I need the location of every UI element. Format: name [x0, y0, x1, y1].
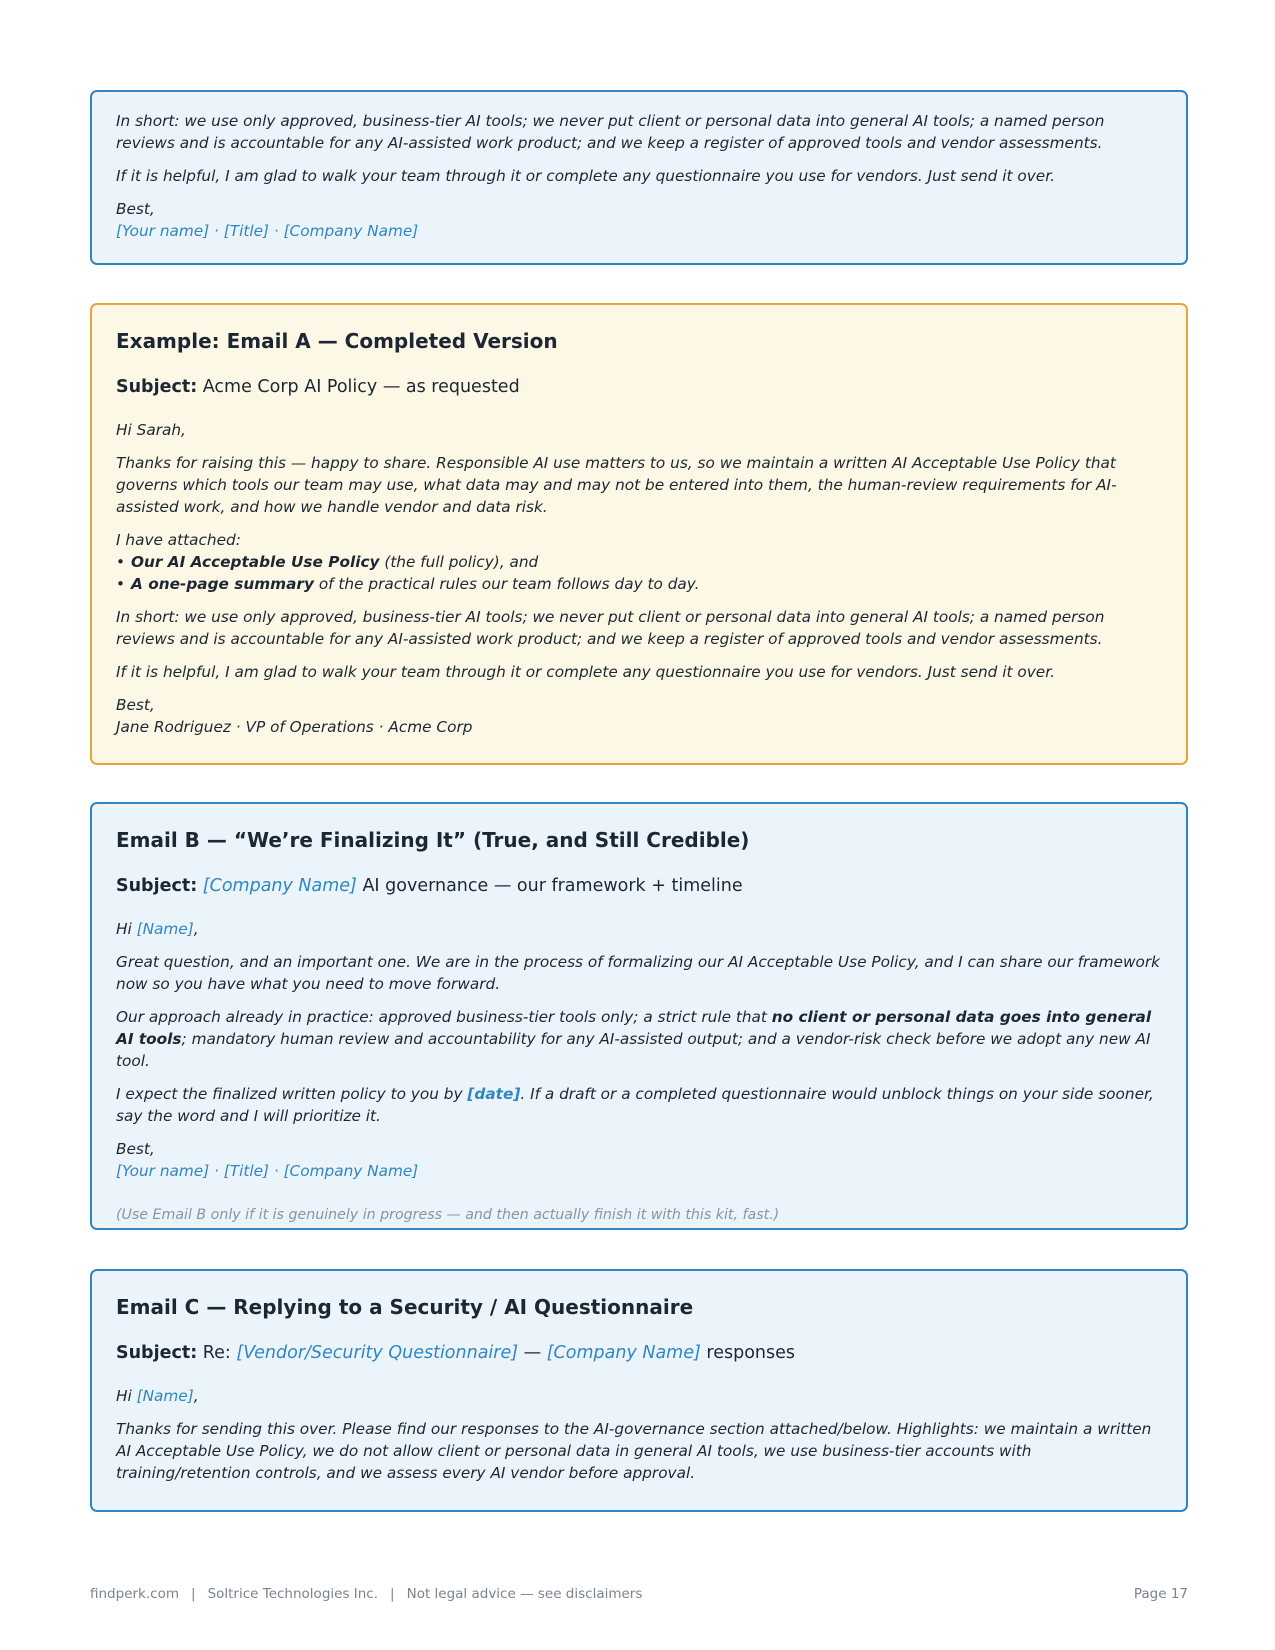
paragraph-3: [116, 1083, 1162, 1127]
paragraph-text: Our approach already in practice: approved business-tier tools only; a strict rule that: [116, 1008, 772, 1026]
attachments-intro: I have attached:: [116, 531, 241, 549]
paragraph-text: . If a draft or a completed questionnaire would unblock things on your side sooner, say the word and I will prioritize it.: [116, 1085, 1154, 1125]
list-item-text: (the full policy), and: [379, 553, 539, 571]
signature-block: [116, 198, 1162, 242]
offer-paragraph: If it is helpful, I am glad to walk your team through it or complete any questionnaire you use for vendors. Just send it over.: [116, 167, 1055, 185]
paragraph-2: [116, 1006, 1162, 1072]
footer-site: findperk.com: [90, 1586, 179, 1602]
subject-line: [116, 876, 1162, 896]
section-heading: Example: Email A — Completed Version: [116, 329, 558, 353]
list-item: [116, 551, 1162, 573]
subject-line: [116, 1343, 1162, 1363]
paragraph-1: Thanks for sending this over. Please find our responses to the AI-governance section attached/below. Highlights: we maintain a written AI Acceptable Use Policy, we do not allow client or personal data in general AI tools, we use business-tier accounts with training/retention controls, and we assess every AI vendor before approval.: [116, 1420, 1152, 1482]
usage-note: (Use Email B only if it is genuinely in progress — and then actually finish it with this kit, fast.): [116, 1207, 780, 1223]
footer-disclaimer: Not legal advice — see disclaimers: [406, 1586, 643, 1602]
subject-line: [116, 377, 1162, 397]
section-heading: Email B — “We’re Finalizing It” (True, and Still Credible): [116, 828, 750, 852]
subject-text: Acme Corp AI Policy — as requested: [197, 377, 520, 397]
paragraph-1: Great question, and an important one. We are in the process of formalizing our AI Acceptable Use Policy, and I can share our framework now so you have what you need to move forward.: [116, 953, 1160, 993]
greeting: [116, 918, 1162, 940]
signature-line: Jane Rodriguez · VP of Operations · Acme Corp: [116, 718, 473, 736]
signature-block: [116, 694, 1162, 738]
placeholder-company-name: [Company Name]: [283, 222, 419, 240]
signature-separator: ·: [209, 222, 224, 240]
email-a-template-continuation: [90, 90, 1188, 265]
greeting: [116, 1385, 1162, 1407]
greeting-comma: ,: [193, 920, 199, 938]
placeholder-your-name: [Your name]: [116, 222, 210, 240]
list-item: [116, 573, 1162, 595]
signoff: Best,: [116, 696, 155, 714]
list-item-text: of the practical rules our team follows day to day.: [313, 575, 700, 593]
placeholder-questionnaire: [Vendor/Security Questionnaire]: [236, 1343, 519, 1363]
page-number: Page 17: [1133, 1586, 1188, 1602]
subject-label: Subject:: [116, 1343, 198, 1363]
placeholder-your-name: [Your name]: [116, 1162, 210, 1180]
subject-text: AI governance — our framework + timeline: [356, 876, 743, 896]
placeholder-title: [Title]: [223, 222, 269, 240]
summary-paragraph: In short: we use only approved, business-tier AI tools; we never put client or personal data into general AI tools; a named person reviews and is accountable for any AI-assisted work product; and we keep a register of approved tools and vendor assessments.: [116, 112, 1105, 152]
subject-label: Subject:: [116, 377, 198, 397]
greeting: Hi Sarah,: [116, 421, 186, 439]
placeholder-date: [date]: [467, 1085, 521, 1103]
signature-line: [116, 1160, 1162, 1182]
signature-block: [116, 1138, 1162, 1182]
bullet-icon: •: [116, 575, 126, 593]
paragraph-text: I expect the finalized written policy to you by: [116, 1085, 468, 1103]
signature-separator: ·: [268, 1162, 284, 1180]
signature-separator: ·: [268, 222, 284, 240]
greeting-hi: Hi: [116, 920, 137, 938]
footer-company: Soltrice Technologies Inc.: [207, 1586, 379, 1602]
greeting-comma: ,: [193, 1387, 199, 1405]
placeholder-name: [Name]: [136, 920, 194, 938]
email-c-box: [90, 1269, 1188, 1512]
attachments-list: [116, 529, 1162, 595]
section-heading: Email C — Replying to a Security / AI Questionnaire: [116, 1295, 694, 1319]
placeholder-name: [Name]: [136, 1387, 194, 1405]
footer-separator: |: [191, 1586, 196, 1602]
offer-paragraph: If it is helpful, I am glad to walk your team through it or complete any questionnaire you use for vendors. Just send it over.: [116, 663, 1055, 681]
signoff: Best,: [116, 200, 155, 218]
signoff: Best,: [116, 1140, 155, 1158]
footer-left: [90, 1586, 642, 1602]
signature-separator: ·: [209, 1162, 224, 1180]
intro-paragraph: Thanks for raising this — happy to share. Responsible AI use matters to us, so we maintain a written AI Acceptable Use Policy that governs which tools our team may use, what data may and may not be entered into them, the human-review requirements for AI-assisted work, and how we handle vendor and data risk.: [116, 454, 1117, 516]
paragraph-bold: no client or personal data goes into general AI tools: [116, 1008, 1152, 1048]
footer-separator: |: [390, 1586, 395, 1602]
greeting-hi: Hi: [116, 1387, 137, 1405]
subject-dash: —: [518, 1343, 547, 1363]
signature-line: [116, 220, 1162, 242]
list-item-bold: Our AI Acceptable Use Policy: [131, 553, 380, 571]
placeholder-company-name: [Company Name]: [202, 876, 357, 896]
placeholder-company-name: [Company Name]: [283, 1162, 419, 1180]
email-b-box: [90, 802, 1188, 1230]
placeholder-title: [Title]: [223, 1162, 269, 1180]
paragraph-text: ; mandatory human review and accountability for any AI-assisted output; and a vendor-risk check before we adopt any new AI tool.: [116, 1030, 1151, 1070]
subject-text: responses: [700, 1343, 795, 1363]
list-item-bold: A one-page summary: [131, 575, 314, 593]
example-email-a-box: [90, 303, 1188, 765]
bullet-icon: •: [116, 553, 126, 571]
page-footer: [90, 1586, 1188, 1602]
subject-label: Subject:: [116, 876, 198, 896]
subject-re: Re:: [197, 1343, 237, 1363]
summary-paragraph: In short: we use only approved, business-tier AI tools; we never put client or personal data into general AI tools; a named person reviews and is accountable for any AI-assisted work product; and we keep a register of approved tools and vendor assessments.: [116, 608, 1105, 648]
placeholder-company-name: [Company Name]: [546, 1343, 701, 1363]
